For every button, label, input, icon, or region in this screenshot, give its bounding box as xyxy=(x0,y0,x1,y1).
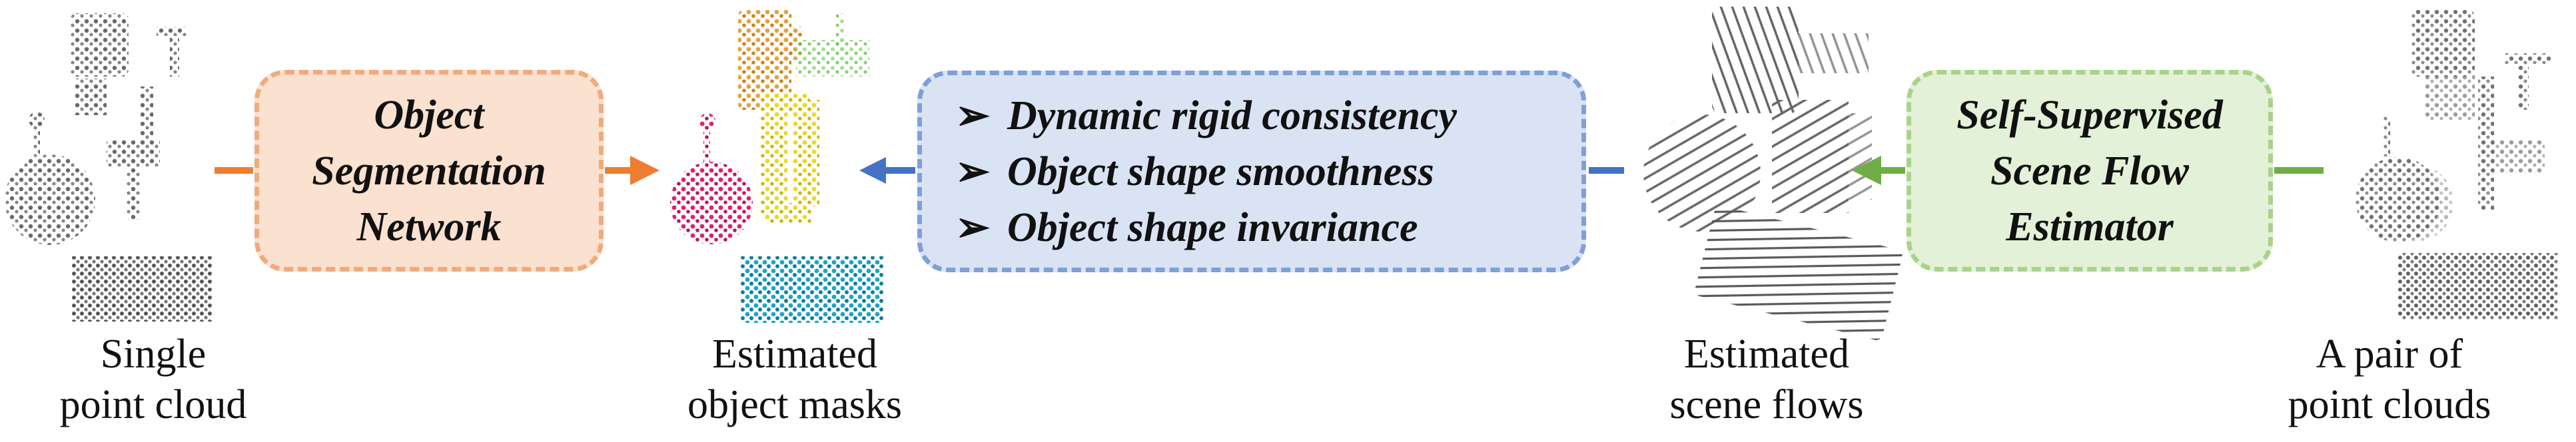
estimator-line-2: Scene Flow xyxy=(1990,148,2189,194)
loss-item xyxy=(955,144,1434,200)
segmentation-line-2: Segmentation xyxy=(312,148,546,194)
estimator-line-1: Self-Supervised xyxy=(1956,92,2223,138)
estimator-line-3: Estimator xyxy=(2006,204,2174,250)
arrow-bullet-icon: ➢ xyxy=(955,204,990,250)
object-segmentation-network-box xyxy=(254,70,604,272)
loss-item-label: Object shape invariance xyxy=(1007,204,1418,250)
pair-point-clouds-figure xyxy=(2356,10,2558,320)
caption-scene-flows xyxy=(1580,329,1953,430)
segmentation-line-1: Object xyxy=(374,92,484,138)
loss-item-label: Object shape smoothness xyxy=(1007,148,1434,194)
caption-line: object masks xyxy=(687,382,902,427)
caption-pair-point-clouds xyxy=(2203,329,2576,430)
object-masks-figure xyxy=(670,10,883,323)
loss-terms-box xyxy=(917,71,1586,272)
caption-line: Estimated xyxy=(1684,332,1849,377)
arrow-segmentation-to-masks xyxy=(605,156,659,185)
caption-single-point-cloud xyxy=(0,329,340,430)
loss-item-label: Dynamic rigid consistency xyxy=(1007,93,1458,138)
loss-item xyxy=(955,200,1418,256)
estimator-box-title xyxy=(1956,87,2223,255)
loss-item xyxy=(955,88,1457,144)
caption-object-masks xyxy=(608,329,981,430)
caption-line: A pair of xyxy=(2316,332,2463,377)
arrow-bullet-icon: ➢ xyxy=(955,148,990,194)
caption-line: Single xyxy=(100,332,207,377)
single-point-cloud-figure xyxy=(5,13,212,322)
scene-flow-estimator-box xyxy=(1907,70,2273,272)
arrow-losses-to-masks xyxy=(859,157,915,184)
caption-line: point cloud xyxy=(59,382,247,427)
arrow-bullet-icon: ➢ xyxy=(955,93,990,138)
caption-line: point clouds xyxy=(2288,382,2491,427)
caption-line: Estimated xyxy=(712,332,877,377)
segmentation-line-3: Network xyxy=(356,204,502,250)
caption-line: scene flows xyxy=(1669,382,1864,427)
segmentation-box-title xyxy=(312,87,546,255)
